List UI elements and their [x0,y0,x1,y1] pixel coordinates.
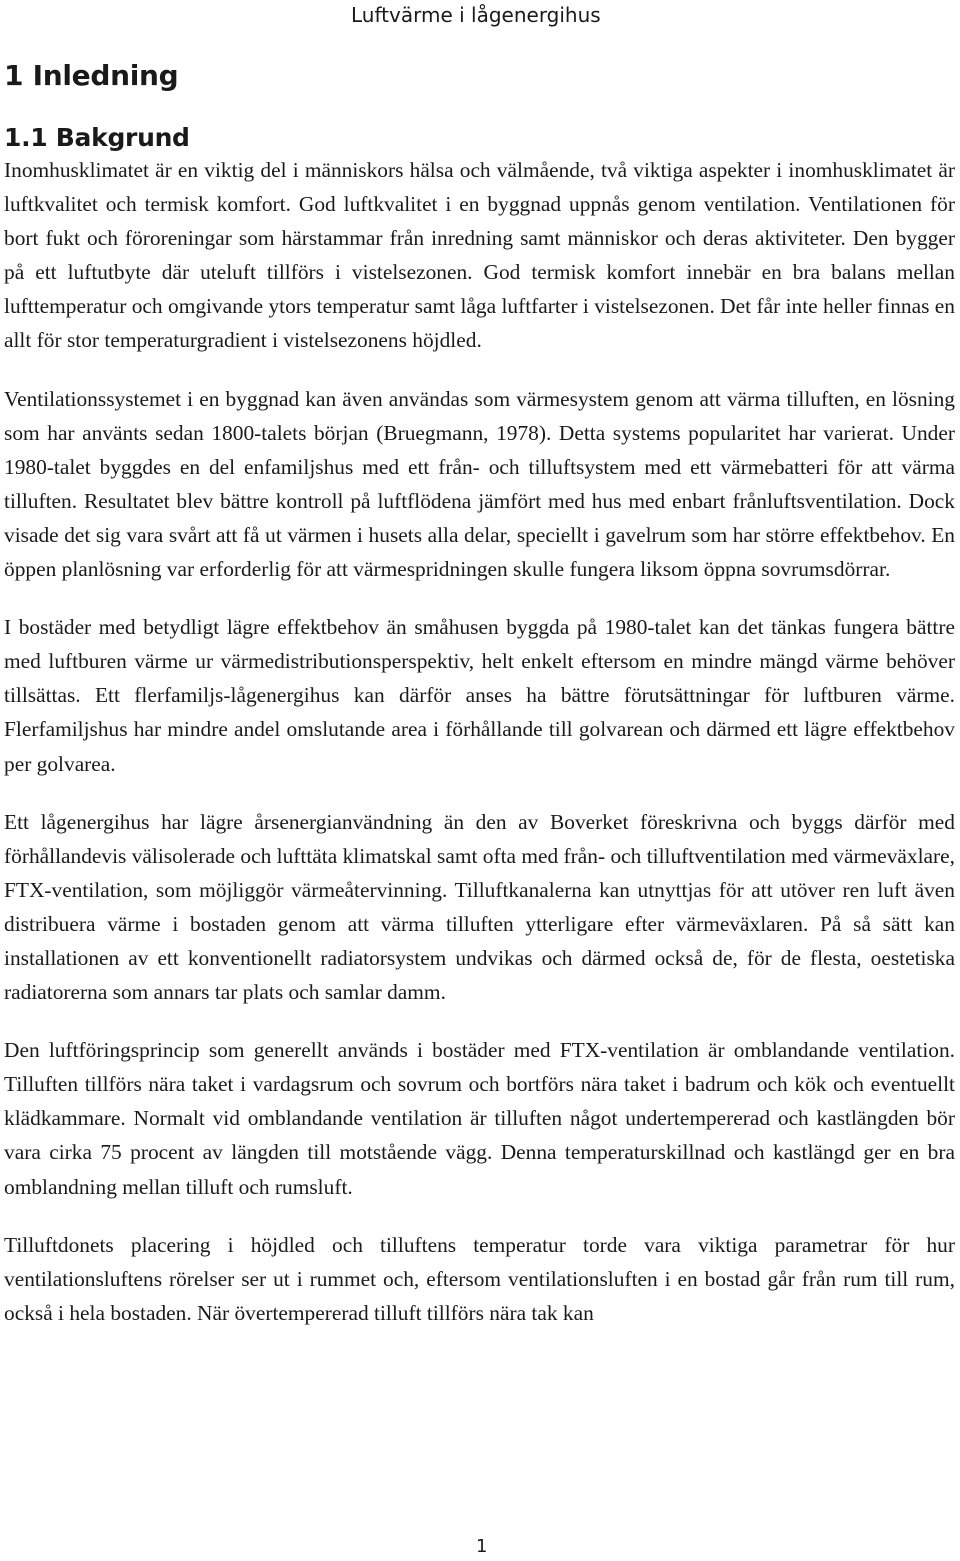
section-heading: 1.1 Bakgrund [4,123,190,152]
running-title: Luftvärme i lågenergihus [351,3,601,27]
paragraph: Ventilationssystemet i en byggnad kan även användas som värmesystem genom att värma tilluften, en lösning som har använts sedan 1800-talets början (Bruegmann, 1978). Detta systems popularitet har varierat. Under 1980-talet byggdes en del enfamiljshus med ett från- och tilluftsystem med ett värmebatteri för att värma tilluften. Resultatet blev bättre kontroll på luftflödena jämfört med hus med enbart frånluftsventilation. Dock visade det sig vara svårt att få ut värmen i husets alla delar, speciellt i gavelrum som har större effektbehov. En öppen planlösning var erforderlig för att värmespridningen skulle fungera liksom öppna sovrumsdörrar. [4,386,955,582]
paragraph: Den luftföringsprincip som generellt används i bostäder med FTX-ventilation är omblandande ventilation. Tilluften tillförs nära taket i vardagsrum och sovrum och bortförs nära taket i badrum och kök och eventuellt klädkammare. Normalt vid omblandande ventilation är tilluften något undertempererad och kastlängden bör vara cirka 75 procent av längden till motstående vägg. Denna temperaturskillnad och kastlängd ger en bra omblandning mellan tilluft och rumsluft. [4,1038,955,1199]
paragraph: Inomhusklimatet är en viktig del i människors hälsa och välmående, två viktiga aspekter i inomhusklimatet är luftkvalitet och termisk komfort. God luftkvalitet i en byggnad uppnås genom ventilation. Ventilationen för bort fukt och föroreningar som härstammar från inredning samt människor och deras aktiviteter. Den bygger på ett luftutbyte där uteluft tillförs i vistelsezonen. God termisk komfort innebär en bra balans mellan lufttemperatur och omgivande ytors temperatur samt låga luftfarter i vistelsezonen. Det får inte heller finnas en allt för stor temperaturgradient i vistelsezonens höjdled. [4,158,955,353]
paragraph: I bostäder med betydligt lägre effektbehov än småhusen byggda på 1980-talet kan det tänkas fungera bättre med luftburen värme ur värmedistributionsperspektiv, helt enkelt eftersom en mindre mängd värme behöver tillsättas. Ett flerfamiljs-lågenergihus kan därför anses ha bättre förutsättningar för luftburen värme. Flerfamiljshus har mindre andel omslutande area i förhållande till golvarean och därmed ett lägre effektbehov per golvarea. [4,615,955,776]
paragraph: Tilluftdonets placering i höjdled och tilluftens temperatur torde vara viktiga parametrar för hur ventilationsluftens rörelser ser ut i rummet och, eftersom ventilationsluften i en bostad går från rum till rum, också i hela bostaden. När övertempererad tilluft tillförs nära tak kan [4,1232,955,1325]
chapter-heading: 1 Inledning [4,59,179,92]
page-number: 1 [476,1536,488,1557]
paragraph: Ett lågenergihus har lägre årsenergianvändning än den av Boverket föreskrivna och byggs därför med förhållandevis välisolerade och lufttäta klimatskal samt ofta med från- och tilluftventilation med värmeväxlare, FTX-ventilation, som möjliggör värmeåtervinning. Tilluftkanalerna kan utnyttjas för att utöver ren luft även distribuera värme i bostaden genom att värma tilluften ytterligare efter värmeväxlaren. På så sätt kan installationen av ett konventionellt radiatorsystem undvikas och därmed också de, för de flesta, oestetiska radiatorerna som annars tar plats och samlar damm. [4,809,955,1005]
page-content [4,56,955,1330]
